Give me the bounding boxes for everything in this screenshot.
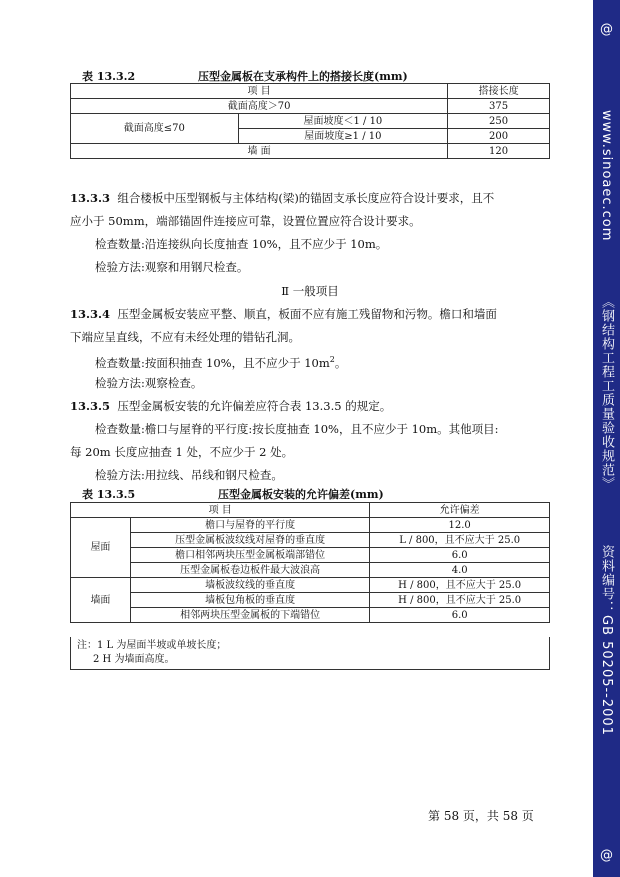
header-tolerance: 允许偏差 <box>370 503 550 518</box>
table-13-3-5 <box>70 502 550 623</box>
table-header-row <box>71 503 550 518</box>
check-quantity-cont: 每 20m 长度应抽查 1 处，不应少于 2 处。 <box>70 445 294 459</box>
at-symbol-bottom: @ <box>600 848 613 863</box>
sidebar-code <box>593 545 620 736</box>
row-label: 墙板波纹线的垂直度 <box>130 578 369 593</box>
sidebar-code-text: 资料编号：GB 50205--2001 <box>599 545 614 736</box>
header-item: 项 目 <box>71 84 448 99</box>
row-value: 250 <box>448 114 550 129</box>
sidebar-url-text: www.sinoaec.com <box>599 110 614 242</box>
clause-text: 组合楼板中压型钢板与主体结构(梁)的锚固支承长度应符合设计要求，且不 <box>117 191 495 205</box>
row-value: 12.0 <box>370 518 550 533</box>
roof-group-label: 屋面 <box>71 518 131 578</box>
clause-13-3-5 <box>70 398 550 414</box>
header-length: 搭接长度 <box>448 84 550 99</box>
sidebar-banner <box>593 0 620 877</box>
check-method: 检验方法:用拉线、吊线和钢尺检查。 <box>95 468 283 482</box>
check-quantity <box>70 352 550 371</box>
clause-number: 13.3.5 <box>70 399 111 413</box>
table-row <box>71 563 550 578</box>
check-quantity: 检查数量:檐口与屋脊的平行度:按长度抽查 10%，且不应少于 10m。其他项目: <box>95 422 499 436</box>
table-row <box>71 114 550 129</box>
check-quantity: 检查数量:沿连接纵向长度抽查 10%，且不应少于 10m。 <box>95 237 388 251</box>
clause-number: 13.3.3 <box>70 191 111 205</box>
row-value: 6.0 <box>370 608 550 623</box>
clause-text: 压型金属板安装的允许偏差应符合表 13.3.5 的规定。 <box>117 399 392 413</box>
table-13-3-5-caption <box>70 486 550 500</box>
table-row <box>71 593 550 608</box>
table-row <box>71 578 550 593</box>
table-row <box>71 518 550 533</box>
row-label: 相邻两块压型金属板的下端错位 <box>130 608 369 623</box>
group-label: 截面高度≤70 <box>71 114 239 144</box>
row-label: 墙 面 <box>71 144 448 159</box>
table-number: 表 13.3.2 <box>82 70 136 83</box>
table-row <box>71 99 550 114</box>
row-label: 檐口与屋脊的平行度 <box>130 518 369 533</box>
check-method: 检验方法:观察和用钢尺检查。 <box>95 260 249 274</box>
table-title: 压型金属板安装的允许偏差(mm) <box>218 488 384 501</box>
table-header-row <box>71 84 550 99</box>
clause-13-3-3 <box>70 190 550 206</box>
clause-text-line: 应小于 50mm，端部锚固件连接应可靠，设置位置应符合设计要求。 <box>70 214 421 228</box>
wall-group-label: 墙面 <box>71 578 131 623</box>
sidebar-book-title <box>593 295 620 491</box>
note-line-1: 注：1 L 为屋面半坡或单坡长度； <box>77 640 227 651</box>
sidebar-url <box>593 110 620 241</box>
row-label: 屋面坡度≥1 / 10 <box>238 129 448 144</box>
row-label: 檐口相邻两块压型金属板端部错位 <box>130 548 369 563</box>
row-value: 4.0 <box>370 563 550 578</box>
row-label: 截面高度＞70 <box>71 99 448 114</box>
check-quantity-end: 。 <box>334 355 347 370</box>
at-symbol-top: @ <box>600 22 613 37</box>
table-row <box>71 533 550 548</box>
page-footer: 第 58 页，共 58 页 <box>428 809 534 823</box>
table-13-3-2-caption <box>70 68 550 82</box>
row-label: 压型金属板波纹线对屋脊的垂直度 <box>130 533 369 548</box>
row-value: 120 <box>448 144 550 159</box>
row-label: 屋面坡度＜1 / 10 <box>238 114 448 129</box>
row-value: H / 800，且不应大于 25.0 <box>370 593 550 608</box>
note-line-2: 2 H 为墙面高度。 <box>93 654 175 665</box>
row-value: H / 800，且不应大于 25.0 <box>370 578 550 593</box>
check-method: 检验方法:观察检查。 <box>95 376 203 390</box>
row-value: 6.0 <box>370 548 550 563</box>
general-items-heading: Ⅱ 一般项目 <box>281 284 339 298</box>
row-value: 200 <box>448 129 550 144</box>
superscript: 2 <box>329 355 335 364</box>
header-item: 项 目 <box>71 503 370 518</box>
table-row <box>71 144 550 159</box>
table-row <box>71 548 550 563</box>
clause-number: 13.3.4 <box>70 307 111 321</box>
table-number: 表 13.3.5 <box>82 488 136 501</box>
table-title: 压型金属板在支承构件上的搭接长度(mm) <box>198 70 408 83</box>
sidebar-book-title-text: 《钢结构工程工质量验收规范》 <box>599 295 614 491</box>
clause-text: 压型金属板安装应平整、顺直，板面不应有施工残留物和污物。檐口和墙面 <box>117 307 497 321</box>
row-value: 375 <box>448 99 550 114</box>
check-quantity-text: 检查数量:按面积抽查 10%，且不应少于 10m <box>95 355 330 370</box>
table-13-3-2 <box>70 83 550 159</box>
row-value: L / 800，且不应大于 25.0 <box>370 533 550 548</box>
row-label: 墙板包角板的垂直度 <box>130 593 369 608</box>
table-row <box>71 608 550 623</box>
clause-text-line: 下端应呈直线，不应有未经处理的错钻孔洞。 <box>70 330 300 344</box>
row-label: 压型金属板卷边板件最大波浪高 <box>130 563 369 578</box>
table-note <box>70 637 550 670</box>
clause-13-3-4 <box>70 306 550 322</box>
